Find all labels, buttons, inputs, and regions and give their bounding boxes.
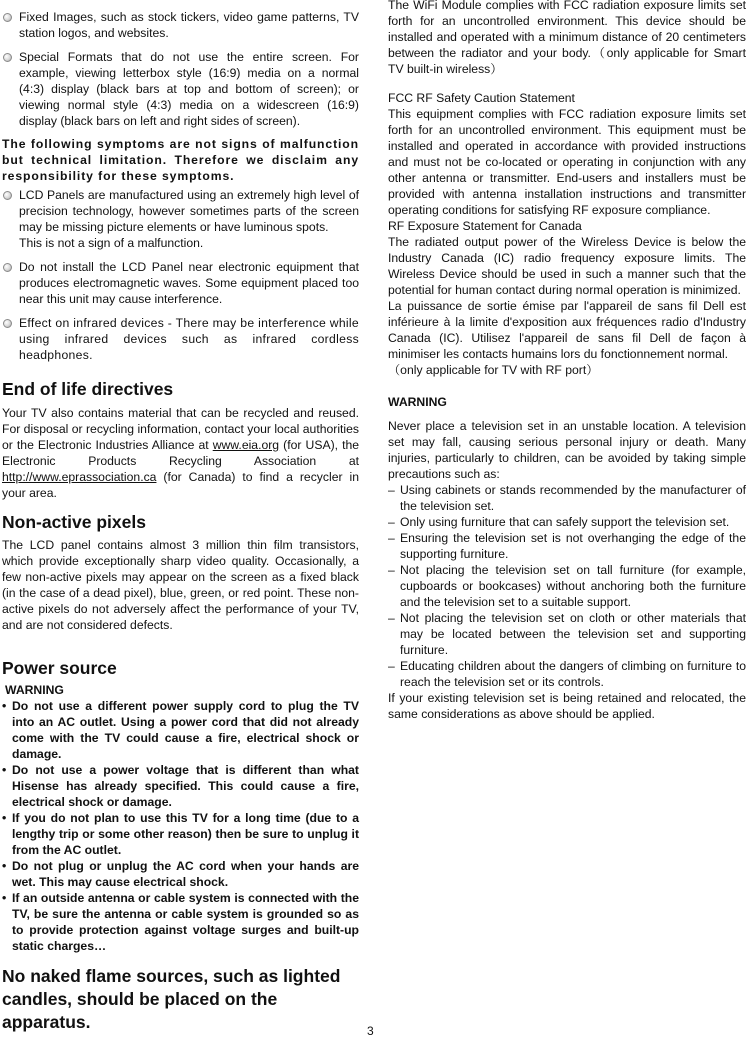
section-heading-non-active-pixels: Non-active pixels — [2, 512, 146, 532]
warning-text: Never place a television set in an unstable location. A television set may fall, causing serious personal injury or death. Many injuries, particularly to children, can be avoided by taking simple precautions such as: — [388, 419, 746, 481]
list-item: – Ensuring the television set is not overhanging the edge of the supporting furniture. — [388, 531, 746, 561]
rf-note: （only applicable for TV with RF port） — [388, 363, 599, 377]
list-item: Special Formats that do not use the entire screen. For example, viewing letterbox style (16:9) media on a normal (4:3) display (black bars at top and bottom of screen); or viewing normal style (4:3) media on a widescreen (16:9) display (black bars on left and right sides of screen). — [2, 49, 359, 129]
eia-link[interactable]: www.eia.org — [212, 438, 280, 452]
canada-text: The radiated output power of the Wireless Device is below the Industry Canada (IC) radio frequency exposure limits. The Wireless Device should be used in such a manner such that the potential for human contact during normal operation is minimized. — [388, 235, 746, 297]
list-item: – Only using furniture that can safely support the television set. — [388, 515, 730, 529]
note-text: This is not a sign of a malfunction. — [19, 236, 204, 250]
list-item: Effect on infrared devices - There may be interference while using infrared devices such as infrared cordless headphones. — [2, 315, 359, 363]
list-item: • If an outside antenna or cable system is connected with the TV, be sure the antenna or cable system is grounded so as to provide protection against voltage surges and built-up static charges… — [2, 891, 359, 953]
list-item: – Educating children about the dangers of climbing on furniture to reach the television set or its controls. — [388, 659, 746, 689]
end-of-life-text: Your TV also contains material that can be recycled and reused. For disposal or recycling information, contact your local authorities or the Electronic Industries Alliance at www.eia.org (for USA), the Electronic Products Recycling Association at http://www.eprassociation.ca (for Canada) to find a recycler in your area. — [2, 406, 360, 500]
left-column — [2, 0, 359, 1034]
list-item: Fixed Images, such as stock tickers, video game patterns, TV station logos, and websites. — [2, 9, 359, 41]
section-heading-power-source: Power source — [2, 658, 117, 678]
non-active-pixels-text: The LCD panel contains almost 3 million thin film transistors, which provide exceptionally sharp video quality. Occasionally, a few non-active pixels may appear on the screen as a fixed black (in the case of a dead pixel), blue, green, or red point. These non-active pixels do not adversely affect the performance of your TV, and are not considered defects. — [2, 538, 359, 632]
right-column — [388, 0, 746, 722]
warning-closing-text: If your existing television set is being retained and relocated, the same considerations as above should be applied. — [388, 691, 746, 721]
french-text: La puissance de sortie émise par l'appareil de sans fil Dell est inférieure à la limite d'exposition aux fréquences radio d'Industry Canada (IC). Utilisez l'appareil de sans fil Dell de façon à minimiser les contacts humains lors du fonctionnement normal. — [388, 299, 746, 361]
canada-heading: RF Exposure Statement for Canada — [388, 219, 582, 233]
epra-link[interactable]: http://www.eprassociation.ca — [2, 470, 157, 484]
list-item: – Not placing the television set on cloth or other materials that may be located between the television set and supporting furniture. — [388, 611, 746, 657]
list-item: – Using cabinets or stands recommended by the manufacturer of the television set. — [388, 483, 746, 513]
list-item: • If you do not plan to use this TV for a long time (due to a lengthy trip or some other reason) then be sure to unplug it from the AC outlet. — [2, 811, 359, 857]
list-item: • Do not use a different power supply cord to plug the TV into an AC outlet. Using a power cord that did not already come with the TV could cause a fire, electrical shock or damage. — [2, 699, 359, 761]
power-source-warning: WARNING — [5, 683, 64, 697]
bullet-icon — [3, 263, 12, 272]
bullet-icon — [3, 319, 12, 328]
fcc-heading: FCC RF Safety Caution Statement — [388, 91, 575, 105]
list-item: – Not placing the television set on tall furniture (for example, cupboards or bookcases) without anchoring both the furniture and the television set to a suitable support. — [388, 563, 746, 609]
wifi-text: The WiFi Module complies with FCC radiation exposure limits set forth for an uncontrolled environment. This device should be installed and operated with a minimum distance of 20 centimeters between the radiator and your body.（only applicable for Smart TV built-in wireless） — [388, 0, 746, 76]
page-number: 3 — [367, 1024, 374, 1038]
fcc-text: This equipment complies with FCC radiation exposure limits set forth for an uncontrolled environment. This equipment must be installed and operated in accordance with provided instructions and must not be co-located or operating in conjunction with any other antenna or transmitter. End-users and installers must be provided with antenna installation instructions and transmitter operating conditions for satisfying RF exposure compliance. — [388, 107, 746, 217]
disclaimer-text: The following symptoms are not signs of malfunction but technical limitation. Therefore we disclaim any responsibility for these symptoms. — [2, 137, 359, 183]
flame-warning: No naked flame sources, such as lighted candles, should be placed on the apparatus. — [2, 966, 341, 1032]
list-item: Do not install the LCD Panel near electronic equipment that produces electromagnetic waves. Some equipment placed too near this unit may cause interference. — [2, 259, 359, 307]
list-item: LCD Panels are manufactured using an extremely high level of precision technology, however sometimes parts of the screen may be missing picture elements or have luminous spots. This is not a sign of a malfunction. — [2, 187, 359, 251]
section-heading-end-of-life: End of life directives — [2, 379, 174, 399]
warning-heading: WARNING — [388, 395, 447, 409]
bullet-icon — [3, 191, 12, 200]
bullet-icon — [3, 13, 12, 22]
list-item: • Do not plug or unplug the AC cord when your hands are wet. This may cause electrical shock. — [2, 859, 359, 889]
list-item: • Do not use a power voltage that is different than what Hisense has already specified. This could cause a fire, electrical shock or damage. — [2, 763, 359, 809]
bullet-icon — [3, 53, 12, 62]
